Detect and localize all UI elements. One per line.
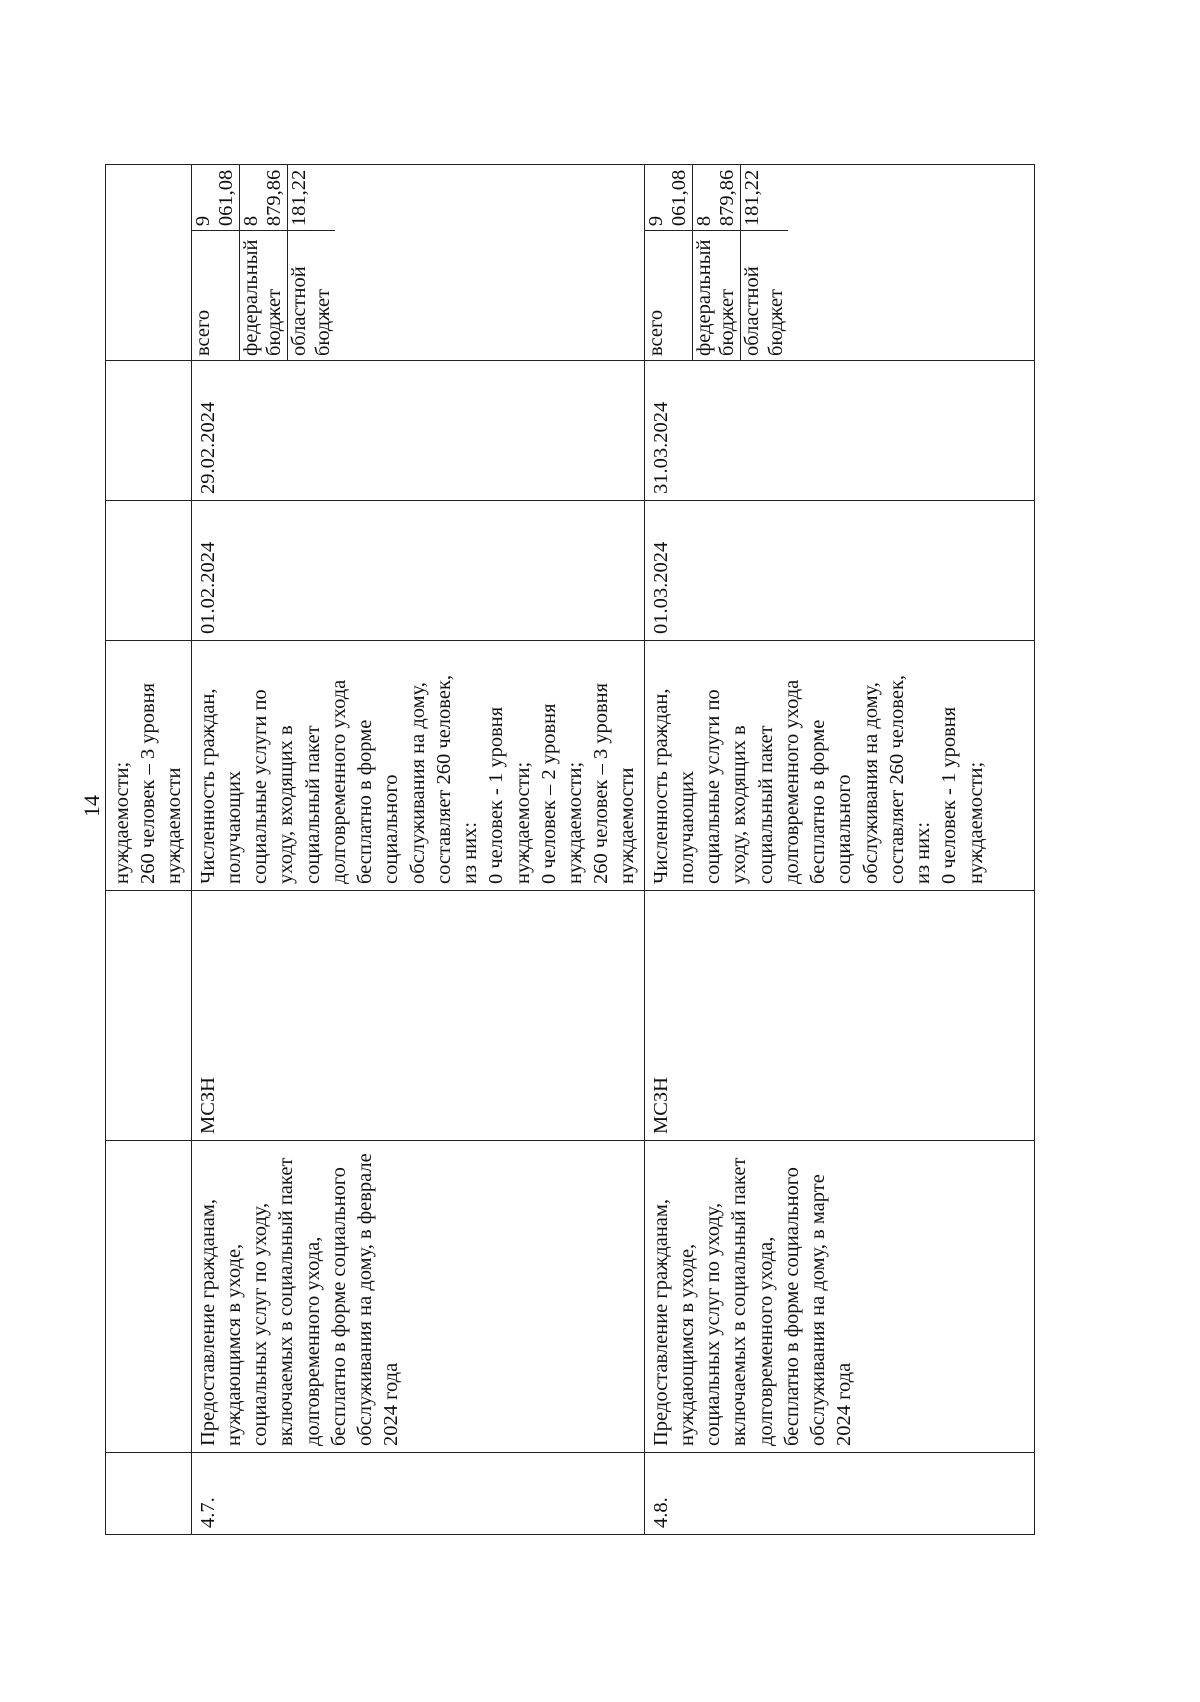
cell-num — [106, 1453, 192, 1535]
finance-source: всего — [192, 231, 240, 360]
end-date: 29.02.2024 — [191, 361, 644, 501]
finance-source: всего — [645, 231, 693, 360]
finance-source: областной бюджет — [287, 231, 335, 360]
table-row-continuation — [106, 165, 192, 1535]
finance-table — [192, 165, 335, 360]
finance-amount: 8 879,86 — [239, 165, 287, 231]
cell-executor — [106, 891, 192, 1141]
finance-table — [645, 165, 788, 360]
finance-row — [645, 165, 693, 360]
cell-start — [106, 501, 192, 641]
event-description: Предоставление гражданам, нуждающимся в уходе, социальных услуг по уходу, включаемых в социальный пакет долговременного ухода, бесплатно в форме социального обслуживания на дому, в марте 2024 года — [644, 1141, 1034, 1453]
cell-indicator-tail: нуждаемости; 260 человек – 3 уровня нуждаемости — [106, 641, 192, 891]
cell-finance — [106, 165, 192, 361]
finance-source: областной бюджет — [740, 231, 788, 360]
finance-source: федеральный бюджет — [239, 231, 287, 360]
start-date: 01.03.2024 — [644, 501, 1034, 641]
finance-row — [192, 165, 240, 360]
page-number: 14 — [79, 795, 104, 817]
end-date: 31.03.2024 — [644, 361, 1034, 501]
indicator-text: Численность граждан, получающих социальные услуги по уходу, входящих в социальный пакет долговременного ухода бесплатно в форме социального обслуживания на дому, составляет 260 человек, из них: 0 человек - 1 уровня нуждаемости; — [644, 641, 1034, 891]
cell-end — [106, 361, 192, 501]
table-row — [191, 165, 644, 1535]
event-description: Предоставление гражданам, нуждающимся в уходе, социальных услуг по уходу, включаемых в социальный пакет долговременного ухода, бесплатно в форме социального обслуживания на дому, в феврале 2024 года — [191, 1141, 644, 1453]
finance-amount: 9 061,08 — [192, 165, 240, 231]
finance-cell — [644, 165, 1034, 361]
row-number: 4.8. — [644, 1453, 1034, 1535]
indicator-text: Численность граждан, получающих социальные услуги по уходу, входящих в социальный пакет долговременного ухода бесплатно в форме социального обслуживания на дому, составляет 260 человек, из них: 0 человек - 1 уровня нуждаемости; 0 человек – 2 уровня нуждаемости; 260 человек – 3 уровня нуждаемости — [191, 641, 644, 891]
finance-source: федеральный бюджет — [692, 231, 740, 360]
finance-amount: 181,22 — [740, 169, 763, 227]
executor: МСЗН — [644, 891, 1034, 1141]
rotated-table-sheet — [105, 165, 1035, 1535]
executor: МСЗН — [191, 891, 644, 1141]
start-date: 01.02.2024 — [191, 501, 644, 641]
table-row — [644, 165, 1034, 1535]
cell-event — [106, 1141, 192, 1453]
finance-row — [239, 165, 287, 360]
row-number: 4.7. — [191, 1453, 644, 1535]
finance-row — [740, 165, 788, 360]
finance-row — [287, 165, 335, 360]
finance-row — [692, 165, 740, 360]
finance-amount: 9 061,08 — [645, 165, 693, 231]
finance-cell — [191, 165, 644, 361]
plan-table — [105, 164, 1035, 1535]
finance-amount: 181,22 — [287, 169, 310, 227]
finance-amount: 8 879,86 — [692, 165, 740, 231]
